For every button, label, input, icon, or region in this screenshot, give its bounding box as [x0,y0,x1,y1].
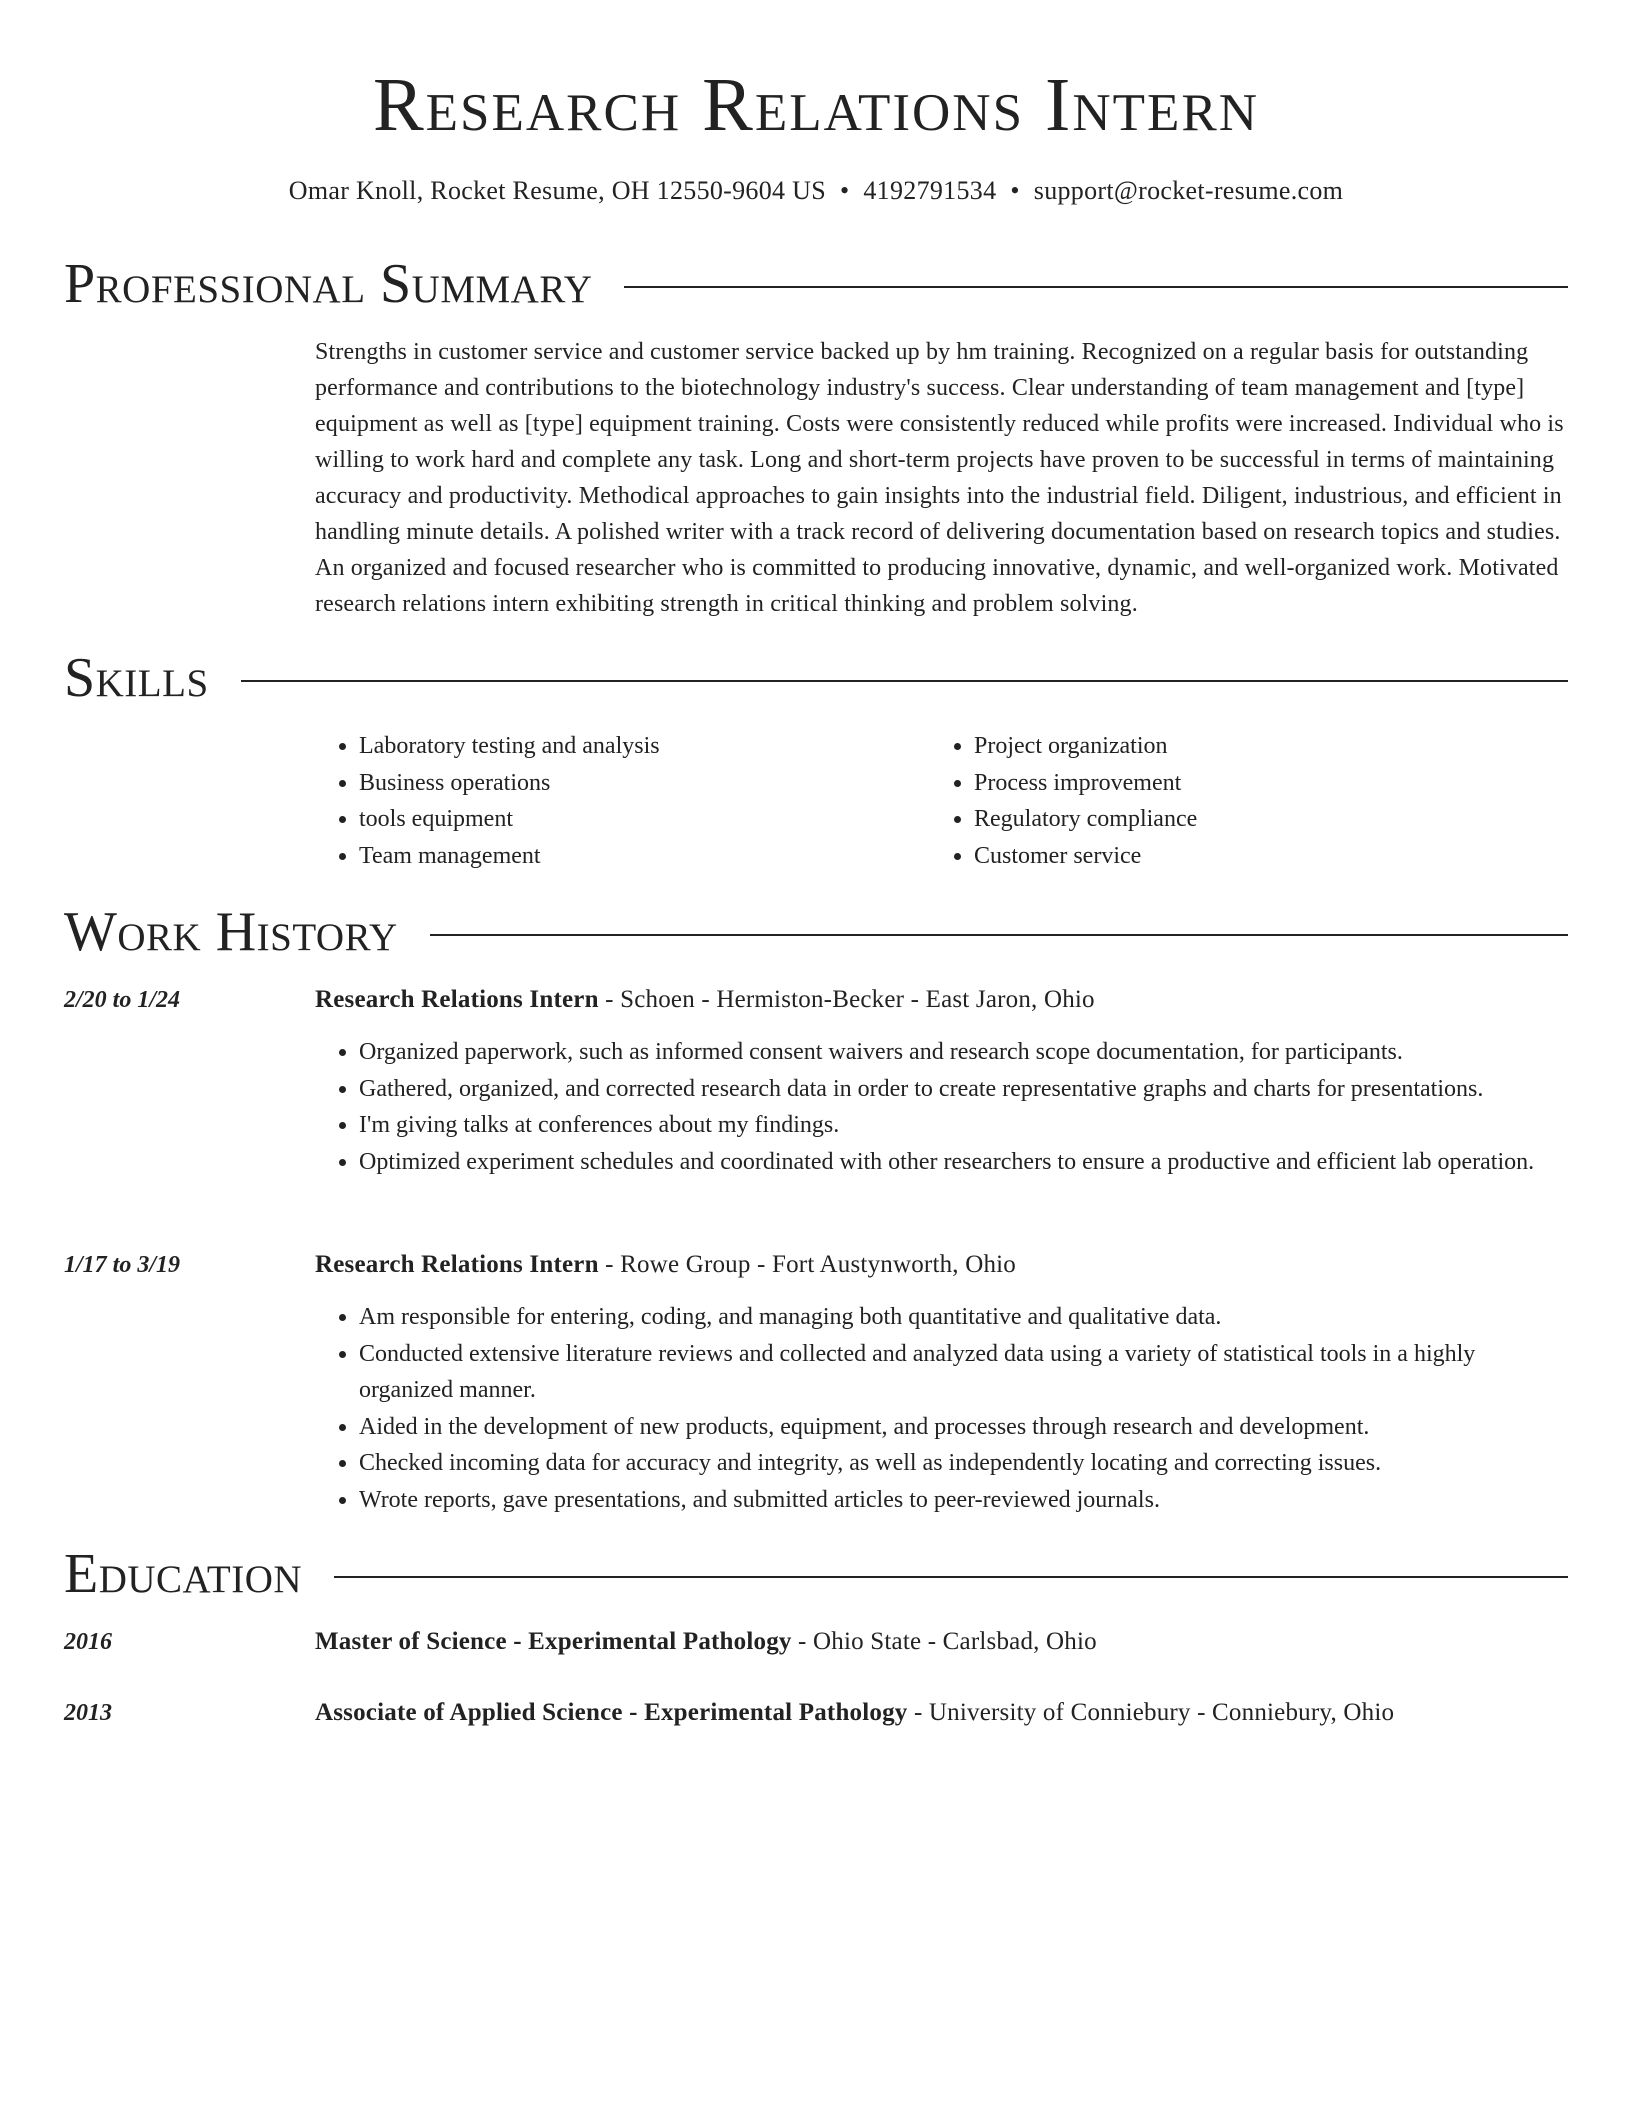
education-line [315,1624,1568,1660]
job-bullet: • Gathered, organized, and corrected research data in order to create representative graphs and charts for presentations. [359,1071,1568,1108]
job-title-line [315,1247,1568,1283]
skill-item: • tools equipment [359,801,930,838]
education-year: 2016 [64,1629,112,1655]
contact-line [64,174,1568,208]
section-divider [430,934,1568,936]
contact-separator: • [839,176,850,205]
section-title-summary: Professional Summary [64,253,593,315]
education-line [315,1695,1568,1731]
section-divider [241,680,1568,682]
education-school: - Ohio State - Carlsbad, Ohio [791,1628,1097,1655]
job-dates: 2/20 to 1/24 [64,987,181,1013]
education-degree: Associate of Applied Science - Experimental Pathology [315,1699,908,1726]
skill-item: • Business operations [359,765,930,802]
job-bullet: • Conducted extensive literature reviews and collected and analyzed data using a variety of statistical tools in a highly organized manner. [359,1336,1568,1409]
candidate-name: Research Relations Intern [372,63,1260,147]
skill-item: • Laboratory testing and analysis [359,728,930,765]
job-dates: 1/17 to 3/19 [64,1252,181,1278]
work-section-header [64,900,1568,964]
job-bullet: • I'm giving talks at conferences about my findings. [359,1107,1568,1144]
section-divider [334,1576,1568,1578]
job-bullets [315,1299,1568,1518]
job-bullet: • Aided in the development of new products, equipment, and processes through research and development. [359,1409,1568,1446]
job-role: Research Relations Intern [315,986,599,1013]
job-employer: - Rowe Group - Fort Austynworth, Ohio [598,1251,1016,1278]
contact-email: support@rocket-resume.com [1033,176,1344,205]
education-year: 2013 [64,1700,112,1726]
job-employer: - Schoen - Hermiston-Becker - East Jaron, Ohio [598,986,1095,1013]
summary-text: Strengths in customer service and customer service backed up by hm training. Recognized on a regular basis for outstanding performance and contributions to the biotechnology industry's success. Clear understanding of team management and [type] equipment as well as [type] equipment training. Costs were consistently reduced while profits were increased. Individual who is willing to work hard and complete any task. Long and short-term projects have proven to be successful in terms of maintaining accuracy and productivity. Methodical approaches to gain insights into the industrial field. Diligent, industrious, and efficient in handling minute details. A polished writer with a track record of delivering documentation based on research topics and studies. An organized and focused researcher who is committed to producing innovative, dynamic, and well-organized work. Motivated research relations intern exhibiting strength in critical thinking and problem solving. [315,339,1564,617]
skill-item: • Regulatory compliance [974,801,1545,838]
contact-separator: • [1010,176,1020,205]
job-bullet: • Am responsible for entering, coding, and managing both quantitative and qualitative data. [359,1299,1568,1336]
job-title-line [315,982,1568,1018]
job-bullets [315,1034,1568,1180]
skill-item: • Project organization [974,728,1545,765]
skill-item: • Process improvement [974,765,1545,802]
skill-item: • Team management [359,838,930,875]
section-title-skills: Skills [64,647,209,709]
job-role: Research Relations Intern [315,1251,599,1278]
contact-phone: 4192791534 [863,176,997,205]
contact-address: Omar Knoll, Rocket Resume, OH 12550-9604 US [288,176,826,205]
education-degree: Master of Science - Experimental Pathology [315,1628,792,1655]
job-bullet: • Checked incoming data for accuracy and integrity, as well as independently locating and correcting issues. [359,1445,1568,1482]
skills-list [315,728,1568,874]
job-bullet: • Wrote reports, gave presentations, and submitted articles to peer-reviewed journals. [359,1482,1568,1519]
skills-column-left [315,728,930,874]
section-title-education: Education [64,1543,303,1605]
education-section-header [64,1542,1568,1606]
skills-column-right [930,728,1545,874]
job-bullet: • Optimized experiment schedules and coordinated with other researchers to ensure a productive and efficient lab operation. [359,1144,1568,1181]
skill-item: • Customer service [974,838,1545,875]
summary-section-header [64,252,1568,316]
section-title-work: Work History [64,901,398,963]
job-bullet: • Organized paperwork, such as informed consent waivers and research scope documentation, for participants. [359,1034,1568,1071]
section-divider [624,286,1568,288]
skills-section-header [64,646,1568,710]
education-school: - University of Conniebury - Conniebury, Ohio [907,1699,1395,1726]
